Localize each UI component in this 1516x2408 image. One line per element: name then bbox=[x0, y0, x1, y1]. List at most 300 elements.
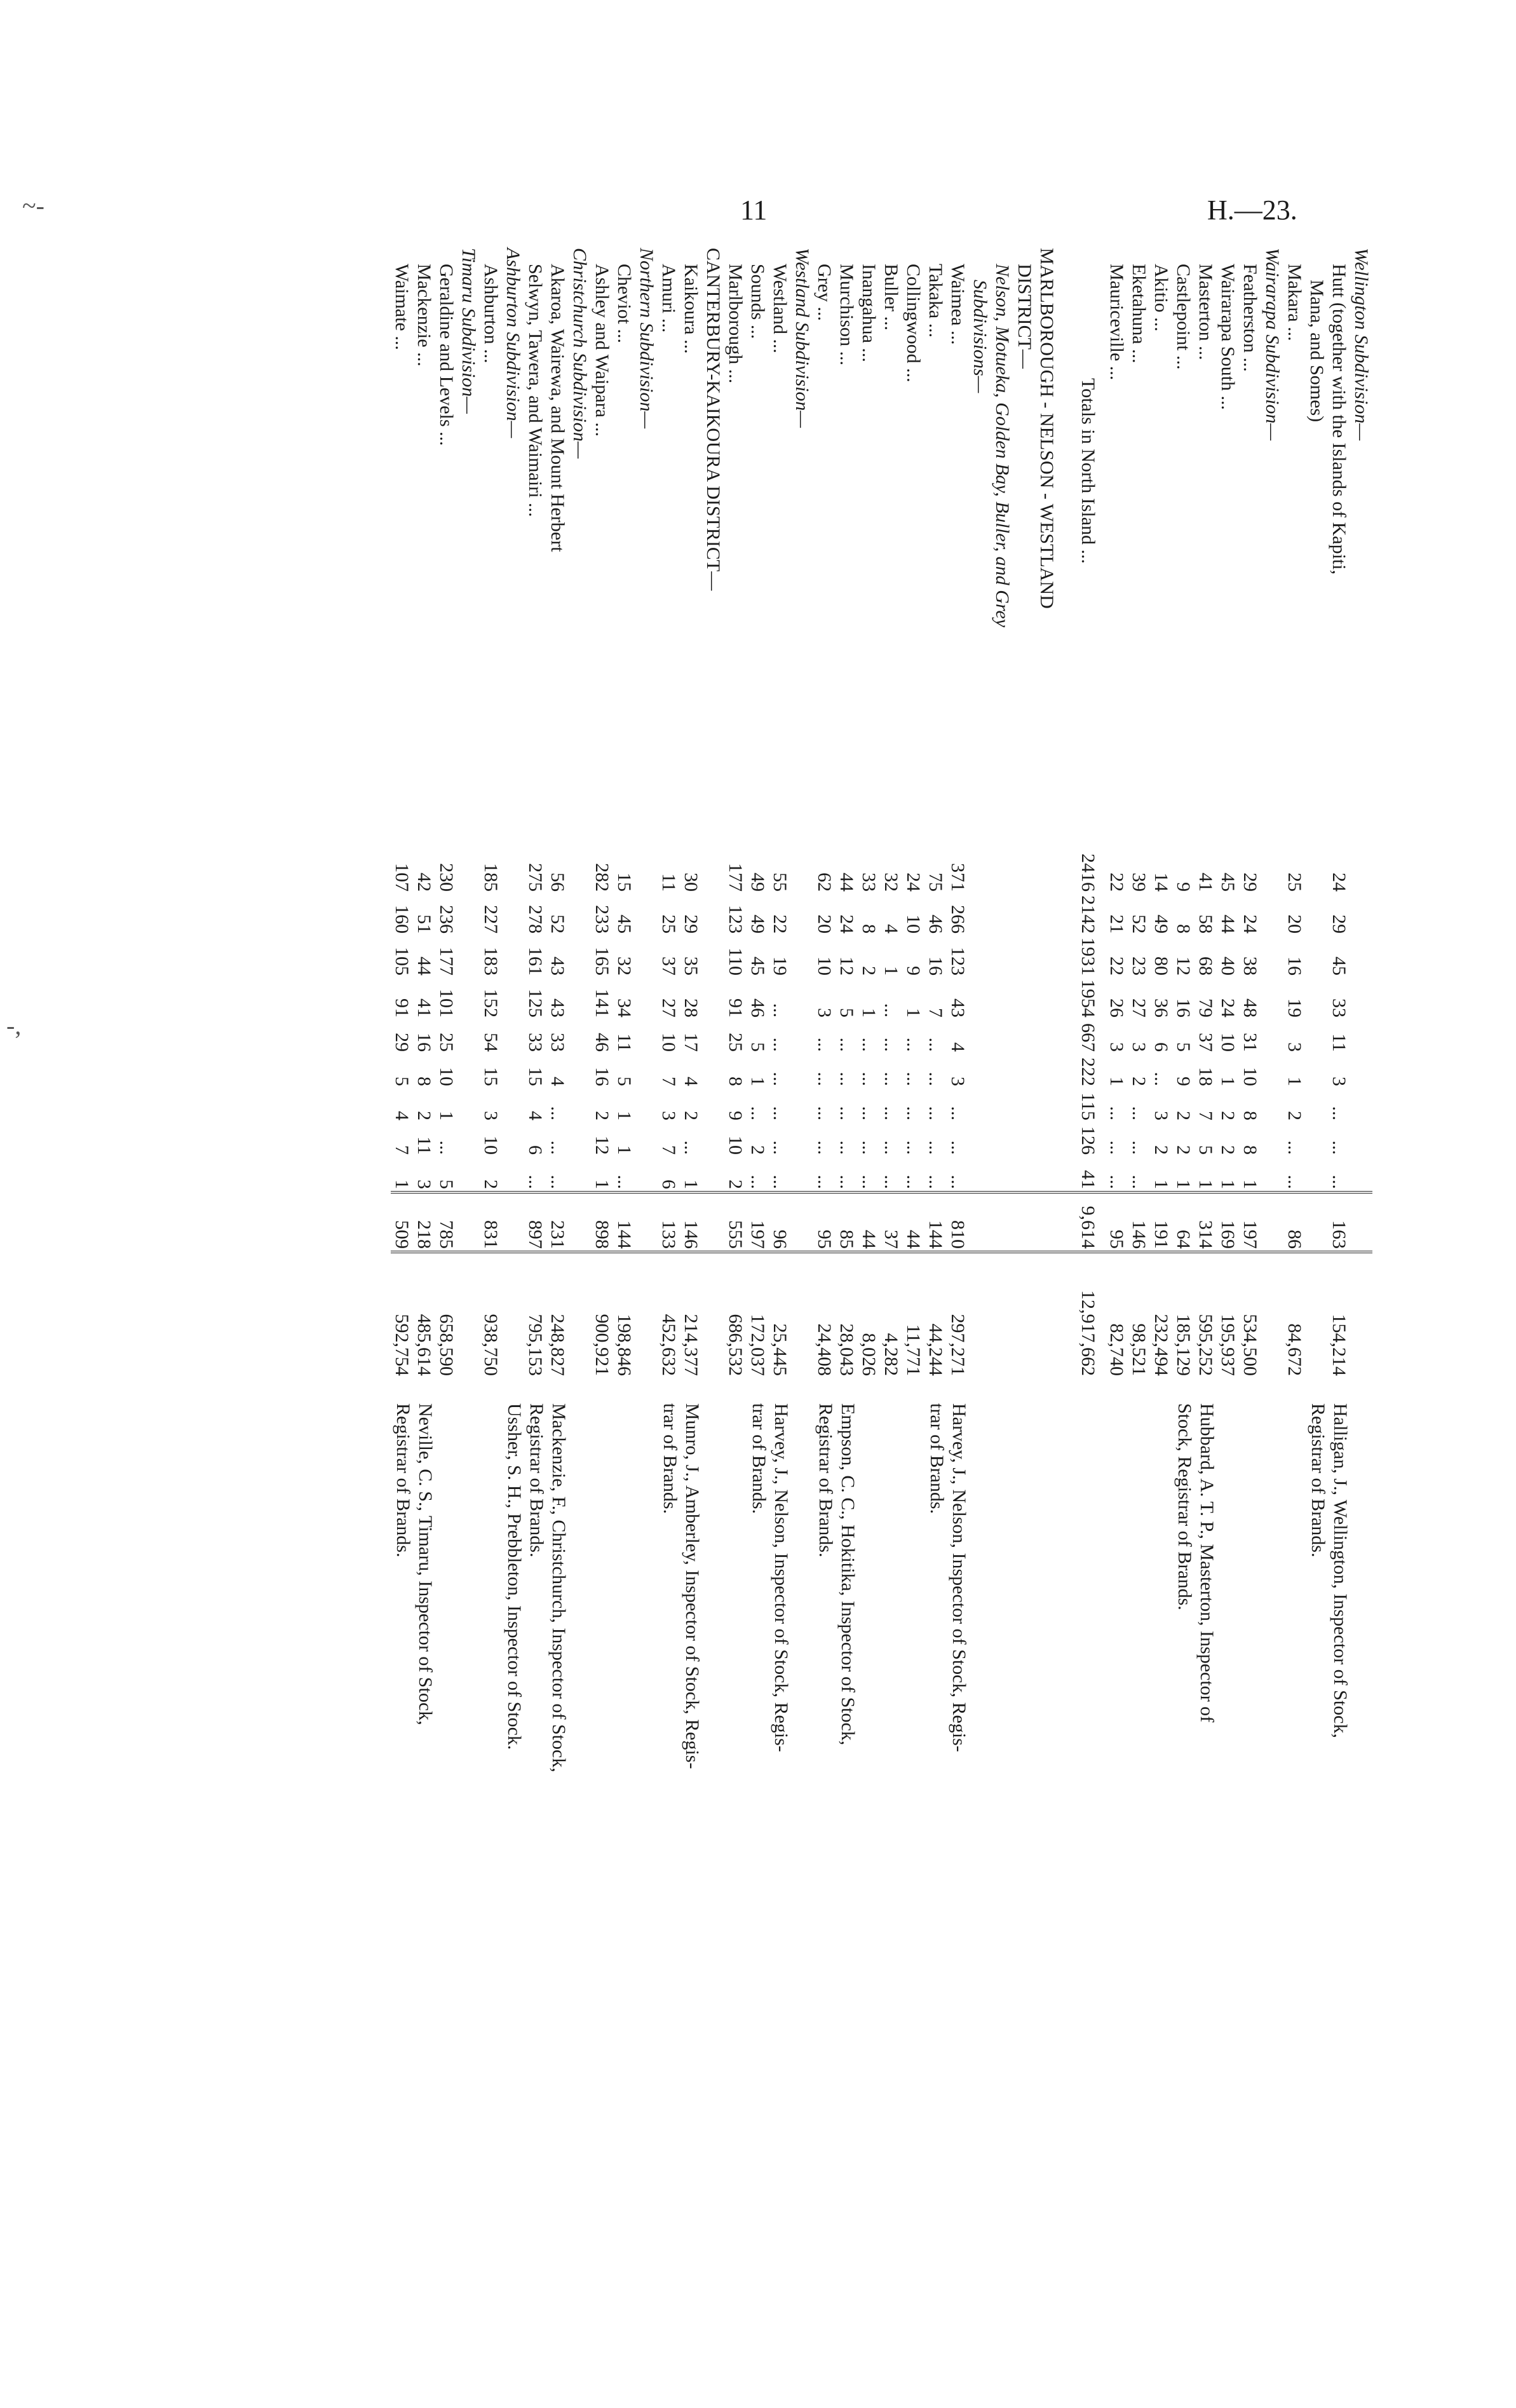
value-cell: 785 bbox=[435, 1192, 457, 1252]
value-cell: 25 bbox=[436, 1033, 457, 1052]
value-cell: 48 bbox=[1240, 998, 1261, 1017]
value-cell: ... bbox=[814, 1140, 835, 1155]
page-number: 11 bbox=[740, 194, 768, 226]
value-cell: 49 bbox=[1151, 915, 1172, 934]
value-cell bbox=[569, 977, 591, 1019]
value-cell: 11 bbox=[1329, 1033, 1350, 1052]
value-cell: ... bbox=[903, 1071, 924, 1086]
row-label: Eketahuna ... bbox=[1128, 264, 1149, 364]
value-cell: 101 bbox=[436, 989, 457, 1017]
value-cell bbox=[457, 1019, 480, 1054]
value-cell: 33 bbox=[858, 873, 879, 892]
value-cell: 20 bbox=[814, 915, 835, 934]
value-cell: 36 bbox=[1151, 998, 1172, 1017]
value-cell: 40 bbox=[1217, 956, 1238, 976]
value-cell: 1 bbox=[391, 1180, 412, 1189]
value-cell: 5 bbox=[836, 1008, 857, 1017]
value-cell: ... bbox=[881, 1174, 902, 1189]
value-cell bbox=[702, 977, 724, 1019]
value-cell: 29 bbox=[391, 1033, 412, 1052]
row-label: Inangahua ... bbox=[858, 264, 879, 362]
value-cell: 266 bbox=[947, 905, 968, 934]
value-cell: ... bbox=[1106, 1140, 1127, 1155]
value-cell: 33 bbox=[547, 1033, 568, 1052]
value-cell: 4 bbox=[547, 1077, 568, 1086]
value-cell: 1 bbox=[858, 1008, 879, 1017]
value-cell bbox=[569, 935, 591, 977]
value-cell: 371 bbox=[947, 863, 968, 892]
value-cell bbox=[1013, 1054, 1036, 1088]
value-cell: 15 bbox=[614, 873, 635, 892]
value-cell bbox=[635, 1019, 658, 1054]
value-cell bbox=[1036, 1019, 1058, 1054]
value-cell bbox=[1306, 1192, 1328, 1252]
value-cell: 5 bbox=[1195, 1145, 1216, 1155]
value-cell: 314 bbox=[1195, 1192, 1217, 1252]
value-cell: 33 bbox=[1329, 998, 1350, 1017]
value-cell: 44 bbox=[858, 1192, 880, 1252]
value-cell: 25,445 bbox=[769, 1252, 791, 1378]
value-cell bbox=[969, 1088, 991, 1122]
row-label: Hutt (together with the Islands of Kapiti, bbox=[1329, 264, 1350, 575]
inspector-note bbox=[1239, 1378, 1261, 1889]
value-cell: ... bbox=[903, 1174, 924, 1189]
value-cell: 45 bbox=[1329, 956, 1350, 976]
table-row bbox=[1350, 245, 1372, 1889]
value-cell: 133 bbox=[658, 1192, 680, 1252]
value-cell: 4 bbox=[391, 1111, 412, 1120]
value-cell: 28,043 bbox=[836, 1252, 858, 1378]
value-cell: 9 bbox=[1173, 882, 1194, 892]
value-cell bbox=[502, 1252, 524, 1378]
value-cell: 5 bbox=[391, 1077, 412, 1086]
value-cell: 1 bbox=[1217, 1077, 1238, 1086]
value-cell bbox=[1306, 1157, 1328, 1192]
value-cell bbox=[1306, 935, 1328, 977]
table-row bbox=[524, 245, 546, 1889]
row-label: Ashburton Subdivision— bbox=[503, 248, 524, 439]
value-cell: 169 bbox=[1217, 1192, 1239, 1252]
value-cell: 282 bbox=[592, 863, 612, 892]
row-label: Murchison ... bbox=[836, 264, 857, 365]
value-cell: 24,408 bbox=[813, 1252, 836, 1378]
table-row bbox=[680, 245, 702, 1889]
value-cell: 2 bbox=[1284, 1111, 1305, 1120]
value-cell: ... bbox=[903, 1140, 924, 1155]
value-cell: 91 bbox=[391, 998, 412, 1017]
value-cell: 51 bbox=[414, 915, 435, 934]
row-label: Mackenzie ... bbox=[414, 264, 435, 367]
value-cell bbox=[791, 1252, 813, 1378]
value-cell bbox=[1036, 1252, 1058, 1378]
value-cell: 185 bbox=[480, 863, 501, 892]
value-cell: 231 bbox=[546, 1192, 569, 1252]
row-label: Northern Subdivision— bbox=[636, 248, 657, 429]
value-cell: 686,532 bbox=[724, 1252, 747, 1378]
value-cell bbox=[969, 1122, 991, 1157]
value-cell: 1931 bbox=[1078, 937, 1099, 976]
value-cell: 46 bbox=[592, 1033, 612, 1052]
row-label: Waimea ... bbox=[947, 264, 968, 345]
value-cell bbox=[569, 1088, 591, 1122]
row-label: Ashburton ... bbox=[480, 264, 501, 364]
value-cell bbox=[502, 894, 524, 935]
value-cell: 43 bbox=[547, 998, 568, 1017]
value-cell: 2 bbox=[1173, 1145, 1194, 1155]
row-label: DISTRICT— bbox=[1014, 264, 1035, 369]
value-cell: 10 bbox=[903, 915, 924, 934]
value-cell bbox=[1058, 894, 1077, 935]
value-cell: 4 bbox=[525, 1111, 546, 1120]
value-cell: 46 bbox=[747, 998, 768, 1017]
value-cell bbox=[1350, 1088, 1372, 1122]
value-cell: 1 bbox=[747, 1077, 768, 1086]
value-cell: 17 bbox=[680, 1033, 701, 1052]
value-cell: 123 bbox=[725, 905, 746, 934]
value-cell: 3 bbox=[947, 1077, 968, 1086]
rotated-table-block bbox=[133, 245, 1372, 2342]
value-cell bbox=[1058, 977, 1077, 1019]
inspector-note: Registrar of Brands. bbox=[393, 1403, 414, 1558]
value-cell: 45 bbox=[747, 956, 768, 976]
inspector-note: Neville, C. S., Timaru, Inspector of Stock, bbox=[415, 1403, 436, 1725]
value-cell bbox=[702, 852, 724, 894]
value-cell: 172,037 bbox=[747, 1252, 769, 1378]
value-cell: 86 bbox=[1283, 1192, 1306, 1252]
value-cell: 144 bbox=[924, 1192, 947, 1252]
value-cell: 24 bbox=[903, 873, 924, 892]
table-row bbox=[702, 245, 724, 1889]
value-cell: 152 bbox=[480, 989, 501, 1017]
value-cell bbox=[1350, 1122, 1372, 1157]
value-cell: ... bbox=[925, 1140, 946, 1155]
value-cell bbox=[969, 1252, 991, 1378]
value-cell: 44 bbox=[1217, 915, 1238, 934]
value-cell: 41 bbox=[1078, 1170, 1099, 1189]
value-cell bbox=[1036, 977, 1058, 1019]
value-cell bbox=[635, 935, 658, 977]
value-cell: 55 bbox=[769, 873, 790, 892]
value-cell: ... bbox=[836, 1174, 857, 1189]
value-cell bbox=[1261, 852, 1283, 894]
value-cell: 232,494 bbox=[1150, 1252, 1172, 1378]
value-cell: 2 bbox=[592, 1111, 612, 1120]
value-cell: 897 bbox=[524, 1192, 546, 1252]
value-cell: ... bbox=[947, 1106, 968, 1120]
value-cell bbox=[1036, 1122, 1058, 1157]
inspector-note: Munro, J., Amberley, Inspector of Stock, Regis- bbox=[682, 1403, 703, 1769]
value-cell: 2 bbox=[480, 1180, 501, 1189]
value-cell: 8 bbox=[1173, 924, 1194, 934]
value-cell: 1 bbox=[614, 1145, 635, 1155]
table-row bbox=[747, 245, 769, 1889]
table-row bbox=[991, 245, 1013, 1889]
value-cell: 146 bbox=[680, 1192, 702, 1252]
pencil-mark: ~- bbox=[22, 191, 44, 220]
value-cell: ... bbox=[814, 1071, 835, 1086]
value-cell bbox=[1036, 1192, 1058, 1252]
value-cell: 10 bbox=[725, 1136, 746, 1155]
value-cell: ... bbox=[769, 1174, 790, 1189]
value-cell bbox=[1306, 1252, 1328, 1378]
value-cell: ... bbox=[769, 1003, 790, 1017]
value-cell: 27 bbox=[1128, 998, 1149, 1017]
value-cell bbox=[1058, 1122, 1077, 1157]
value-cell: 3 bbox=[658, 1111, 679, 1120]
value-cell bbox=[569, 852, 591, 894]
value-cell bbox=[502, 977, 524, 1019]
value-cell: 29 bbox=[680, 915, 701, 934]
inspector-note bbox=[1217, 1378, 1239, 1889]
value-cell: 123 bbox=[947, 947, 968, 976]
value-cell: 191 bbox=[1150, 1192, 1172, 1252]
value-cell bbox=[991, 1122, 1013, 1157]
value-cell bbox=[1036, 935, 1058, 977]
value-cell: 2 bbox=[1151, 1145, 1172, 1155]
value-cell bbox=[1013, 1019, 1036, 1054]
value-cell: 3 bbox=[414, 1180, 435, 1189]
value-cell bbox=[457, 1088, 480, 1122]
pencil-mark: -, bbox=[6, 1011, 22, 1040]
row-label: Timaru Subdivision— bbox=[458, 248, 479, 414]
table-row bbox=[1217, 245, 1239, 1889]
value-cell bbox=[457, 1252, 480, 1378]
table-row bbox=[435, 245, 457, 1889]
value-cell: ... bbox=[881, 1037, 902, 1052]
value-cell: 10 bbox=[480, 1136, 501, 1155]
value-cell: 37 bbox=[658, 956, 679, 976]
value-cell: 198,846 bbox=[613, 1252, 635, 1378]
value-cell: 126 bbox=[1078, 1126, 1099, 1155]
value-cell: 218 bbox=[413, 1192, 435, 1252]
value-cell: ... bbox=[925, 1174, 946, 1189]
table-row bbox=[1283, 245, 1306, 1889]
value-cell bbox=[702, 1019, 724, 1054]
value-cell bbox=[502, 1157, 524, 1192]
value-cell: 278 bbox=[525, 905, 546, 934]
value-cell: 12 bbox=[1173, 956, 1194, 976]
value-cell bbox=[1306, 1122, 1328, 1157]
value-cell: 49 bbox=[747, 915, 768, 934]
value-cell: 509 bbox=[391, 1192, 413, 1252]
value-cell bbox=[1350, 894, 1372, 935]
inspector-note bbox=[969, 1378, 991, 1889]
value-cell: 11 bbox=[658, 873, 679, 892]
value-cell: 3 bbox=[1284, 1042, 1305, 1052]
table-row bbox=[791, 245, 813, 1889]
inspector-note bbox=[480, 1378, 502, 1889]
value-cell bbox=[702, 935, 724, 977]
inspector-note bbox=[591, 1378, 613, 1889]
value-cell bbox=[991, 1088, 1013, 1122]
value-cell bbox=[569, 1192, 591, 1252]
value-cell bbox=[991, 894, 1013, 935]
row-label: Castlepoint ... bbox=[1173, 264, 1194, 370]
value-cell bbox=[502, 1019, 524, 1054]
value-cell bbox=[969, 935, 991, 977]
value-cell: ... bbox=[814, 1174, 835, 1189]
value-cell bbox=[635, 1252, 658, 1378]
value-cell bbox=[791, 1054, 813, 1088]
table-row bbox=[1195, 245, 1217, 1889]
row-label: Grey ... bbox=[814, 264, 835, 321]
table-row bbox=[1106, 245, 1128, 1889]
row-label: Wairarapa Subdivision— bbox=[1262, 248, 1283, 441]
table-row bbox=[969, 245, 991, 1889]
value-cell: 44,244 bbox=[924, 1252, 947, 1378]
value-cell: ... bbox=[747, 1174, 768, 1189]
table-row bbox=[502, 245, 524, 1889]
stock-returns-table bbox=[391, 245, 1372, 1889]
value-cell: ... bbox=[881, 1140, 902, 1155]
value-cell: 45 bbox=[1217, 873, 1238, 892]
value-cell: 595,252 bbox=[1195, 1252, 1217, 1378]
value-cell bbox=[702, 1252, 724, 1378]
value-cell: 1 bbox=[592, 1180, 612, 1189]
value-cell: 1 bbox=[1217, 1180, 1238, 1189]
value-cell: ... bbox=[525, 1174, 546, 1189]
value-cell: ... bbox=[881, 1106, 902, 1120]
value-cell: ... bbox=[925, 1106, 946, 1120]
inspector-note: trar of Brands. bbox=[748, 1403, 769, 1514]
value-cell: ... bbox=[836, 1071, 857, 1086]
inspector-note: Ussher, S. H., Prebbleton, Inspector of Stock. bbox=[504, 1403, 525, 1750]
value-cell: 177 bbox=[725, 863, 746, 892]
value-cell: ... bbox=[1106, 1106, 1127, 1120]
value-cell bbox=[1350, 935, 1372, 977]
row-label: Mana, and Somes) bbox=[1306, 280, 1327, 423]
value-cell bbox=[791, 935, 813, 977]
value-cell: 177 bbox=[436, 947, 457, 976]
inspector-note: Hubbard, A. T. P., Masterton, Inspector of bbox=[1196, 1403, 1217, 1723]
inspector-note: Mackenzie, F., Christchurch, Inspector of Stock, bbox=[548, 1403, 569, 1772]
value-cell bbox=[702, 1192, 724, 1252]
value-cell: ... bbox=[881, 1071, 902, 1086]
value-cell: 1 bbox=[881, 966, 902, 976]
value-cell: ... bbox=[547, 1140, 568, 1155]
value-cell: 8 bbox=[414, 1077, 435, 1086]
value-cell: 44 bbox=[414, 956, 435, 976]
value-cell bbox=[569, 894, 591, 935]
inspector-note: Stock, Registrar of Brands. bbox=[1174, 1403, 1195, 1610]
value-cell: 197 bbox=[1239, 1192, 1261, 1252]
value-cell: 154,214 bbox=[1328, 1252, 1350, 1378]
value-cell: ... bbox=[1106, 1174, 1127, 1189]
value-cell: ... bbox=[1284, 1174, 1305, 1189]
row-label: Sounds ... bbox=[747, 264, 768, 339]
value-cell: 44 bbox=[902, 1192, 924, 1252]
value-cell: 2 bbox=[1217, 1145, 1238, 1155]
inspector-note: Harvey, J., Nelson, Inspector of Stock, Regis- bbox=[949, 1403, 970, 1752]
value-cell bbox=[1058, 935, 1077, 977]
row-label: Mauriceville ... bbox=[1106, 264, 1127, 381]
value-cell: 33 bbox=[525, 1033, 546, 1052]
value-cell bbox=[635, 1054, 658, 1088]
value-cell bbox=[1306, 1054, 1328, 1088]
value-cell: 26 bbox=[1106, 998, 1127, 1017]
value-cell bbox=[635, 894, 658, 935]
value-cell: 1 bbox=[1173, 1180, 1194, 1189]
row-label: Masterton ... bbox=[1195, 264, 1216, 360]
value-cell bbox=[969, 1192, 991, 1252]
value-cell bbox=[1058, 1192, 1077, 1252]
value-cell bbox=[991, 1252, 1013, 1378]
value-cell bbox=[1036, 1054, 1058, 1088]
value-cell: 592,754 bbox=[391, 1252, 413, 1378]
value-cell: 227 bbox=[480, 905, 501, 934]
table-row bbox=[1128, 245, 1150, 1889]
table-row bbox=[546, 245, 569, 1889]
value-cell: 8 bbox=[858, 924, 879, 934]
table-row bbox=[480, 245, 502, 1889]
value-cell bbox=[502, 1088, 524, 1122]
value-cell bbox=[702, 1088, 724, 1122]
value-cell: 30 bbox=[680, 873, 701, 892]
value-cell: 658,590 bbox=[435, 1252, 457, 1378]
value-cell bbox=[1058, 1088, 1077, 1122]
value-cell: 8 bbox=[1240, 1145, 1261, 1155]
table-row bbox=[769, 245, 791, 1889]
row-label: Kaikoura ... bbox=[680, 264, 701, 354]
value-cell: 41 bbox=[414, 998, 435, 1017]
inspector-note: Registrar of Brands. bbox=[815, 1403, 836, 1558]
value-cell: 43 bbox=[947, 998, 968, 1017]
table-row bbox=[457, 245, 480, 1889]
value-cell bbox=[457, 1054, 480, 1088]
value-cell: 56 bbox=[547, 873, 568, 892]
value-cell bbox=[702, 1157, 724, 1192]
value-cell bbox=[791, 977, 813, 1019]
value-cell: ... bbox=[1128, 1106, 1149, 1120]
inspector-note: Registrar of Brands. bbox=[526, 1403, 547, 1558]
value-cell: 197 bbox=[747, 1192, 769, 1252]
value-cell bbox=[969, 852, 991, 894]
inspector-note: Harvey, J., Nelson, Inspector of Stock, Regis- bbox=[771, 1403, 792, 1752]
value-cell: 8 bbox=[1240, 1111, 1261, 1120]
value-cell: 3 bbox=[814, 1008, 835, 1017]
value-cell: 1 bbox=[903, 1008, 924, 1017]
value-cell bbox=[1013, 1088, 1036, 1122]
value-cell: 16 bbox=[414, 1033, 435, 1052]
value-cell: 4 bbox=[680, 1077, 701, 1086]
inspector-note: trar of Brands. bbox=[926, 1403, 947, 1514]
table-row bbox=[813, 245, 836, 1889]
value-cell: 1 bbox=[1106, 1077, 1127, 1086]
value-cell bbox=[635, 1122, 658, 1157]
row-label: MARLBOROUGH - NELSON - WESTLAND bbox=[1036, 248, 1057, 609]
value-cell: 22 bbox=[1106, 956, 1127, 976]
value-cell: 163 bbox=[1328, 1192, 1350, 1252]
value-cell: 222 bbox=[1078, 1058, 1099, 1086]
inspector-note bbox=[1283, 1378, 1306, 1889]
value-cell: 10 bbox=[814, 956, 835, 976]
value-cell bbox=[457, 1122, 480, 1157]
value-cell bbox=[569, 1252, 591, 1378]
value-cell: 2 bbox=[1173, 1111, 1194, 1120]
value-cell: 16 bbox=[925, 956, 946, 976]
value-cell: ... bbox=[814, 1037, 835, 1052]
value-cell: 11 bbox=[614, 1033, 635, 1052]
table-row bbox=[658, 245, 680, 1889]
value-cell: 11,771 bbox=[902, 1252, 924, 1378]
value-cell bbox=[1261, 977, 1283, 1019]
value-cell bbox=[1058, 1252, 1077, 1378]
value-cell bbox=[1013, 977, 1036, 1019]
value-cell bbox=[502, 1122, 524, 1157]
value-cell bbox=[569, 1157, 591, 1192]
value-cell: 6 bbox=[525, 1145, 546, 1155]
row-label: Marlborough ... bbox=[725, 264, 746, 384]
